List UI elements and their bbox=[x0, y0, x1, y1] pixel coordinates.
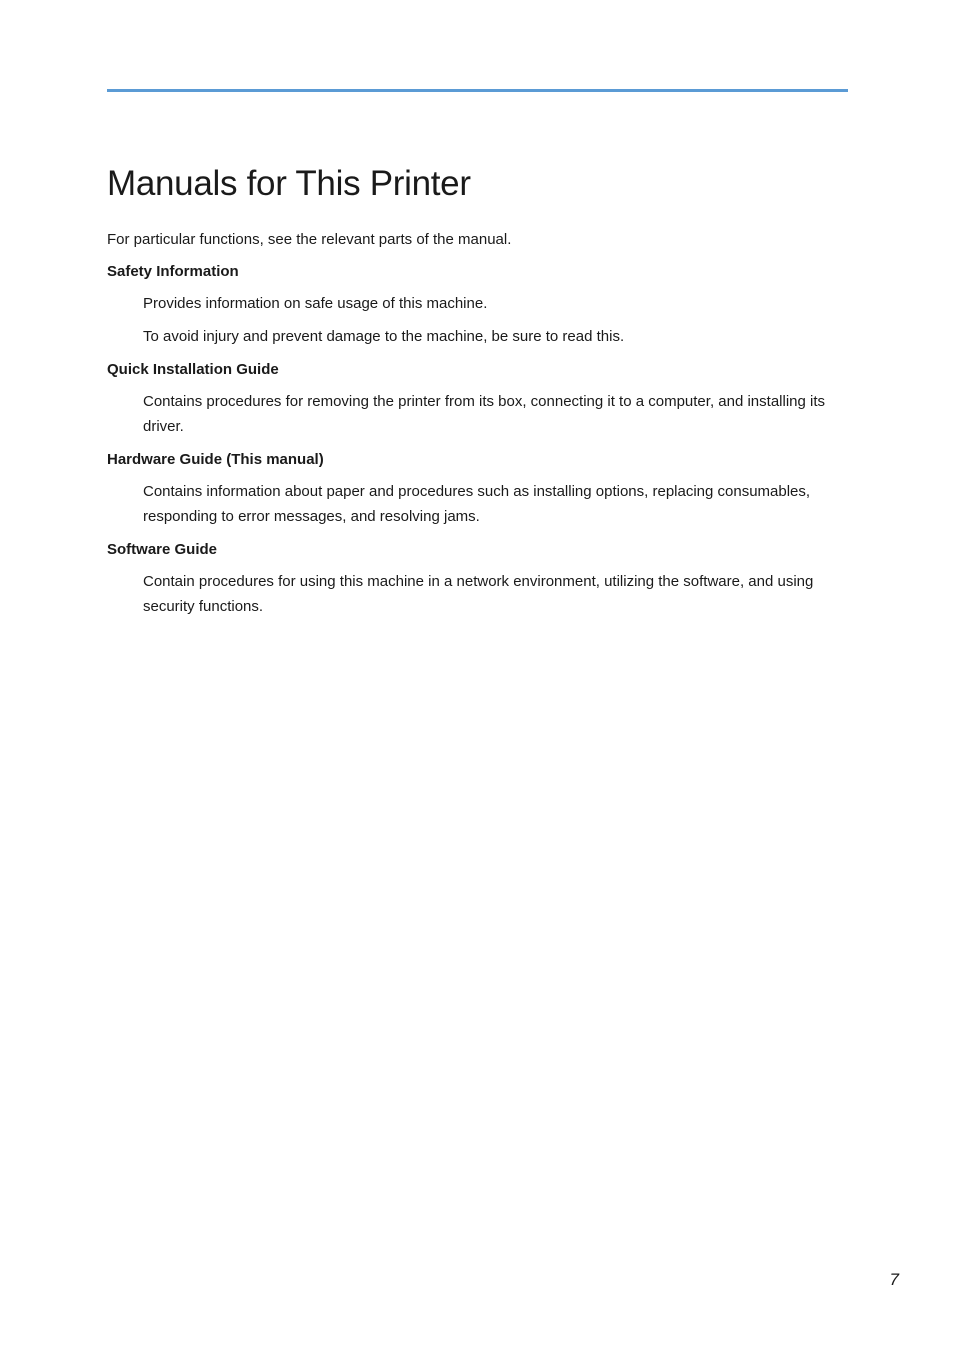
manual-name: Hardware Guide (This manual) bbox=[107, 451, 324, 468]
manual-entry-safety-information bbox=[107, 259, 848, 349]
manual-entry-hardware-guide bbox=[107, 447, 848, 529]
manual-name: Software Guide bbox=[107, 541, 218, 558]
page-number: 7 bbox=[889, 1270, 899, 1289]
intro-text: For particular functions, see the relevant parts of the manual. bbox=[107, 231, 512, 248]
manual-list bbox=[107, 227, 848, 627]
page-title: Manuals for This Printer bbox=[107, 164, 471, 203]
manual-name: Quick Installation Guide bbox=[107, 361, 279, 378]
manual-description: Provides information on safe usage of this machine. bbox=[143, 295, 488, 312]
manual-description: Contains procedures for removing the printer from its box, connecting it to a computer, and installing its driver. bbox=[143, 393, 826, 435]
manual-name: Safety Information bbox=[107, 263, 239, 280]
header-rule bbox=[107, 89, 848, 92]
manual-description: Contain procedures for using this machine in a network environment, utilizing the software, and using security functions. bbox=[143, 573, 814, 615]
manual-description: Contains information about paper and procedures such as installing options, replacing consumables, responding to error messages, and resolving jams. bbox=[143, 483, 811, 525]
manual-entry-software-guide bbox=[107, 537, 848, 619]
manual-entry-quick-installation-guide bbox=[107, 357, 848, 439]
manual-description: To avoid injury and prevent damage to the machine, be sure to read this. bbox=[143, 328, 625, 345]
